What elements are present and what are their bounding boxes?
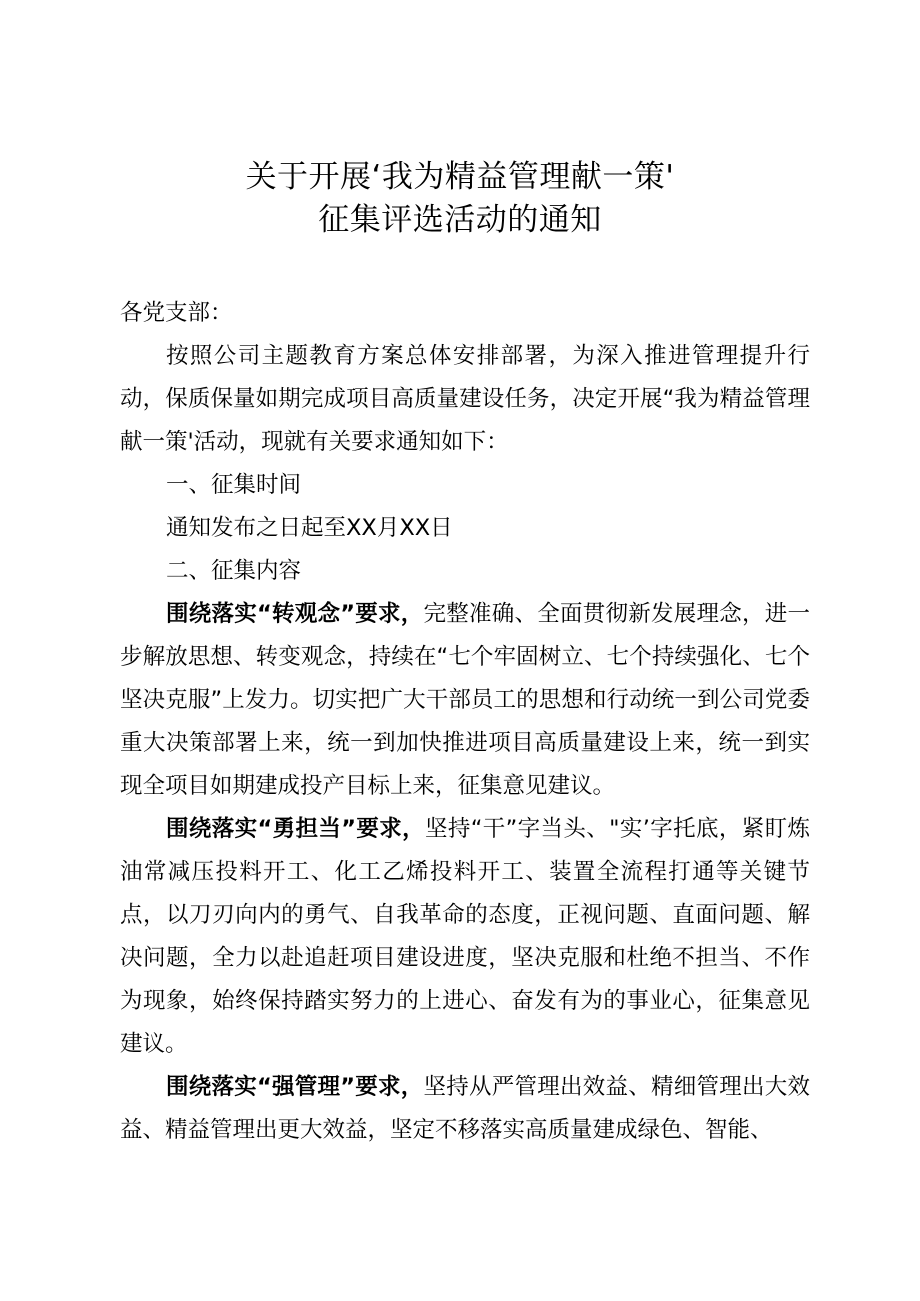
paragraph-text-change-concepts: 完整准确、全面贯彻新发展理念，进一步解放思想、转变观念，持续在“七个牢固树立、七个持续强化、七个坚决克服”上发力。切实把广大干部员工的思想和行动统一到公司党委重大决策部署上来，统一到加快推进项目高质量建设上来，统一到实现全项目如期建成投产目标上来，征集意见建议。 (120, 601, 810, 799)
document-body (120, 292, 810, 1152)
paragraph-text-strengthen-management: 坚持从严管理出效益、精细管理出大效益、精益管理出更大效益，坚定不移落实高质量建成绿色、智能、 (120, 1074, 810, 1143)
document-title-line-2: 征集评选活动的通知 (318, 202, 602, 238)
collection-period-text: 通知发布之日起至XX月XX日 (166, 515, 453, 541)
intro-paragraph: 按照公司主题教育方案总体安排部署，为深入推进管理提升行动，保质保量如期完成项目高质量建设任务，决定开展“我为精益管理献一策'活动，现就有关要求通知如下： (120, 343, 810, 455)
paragraph-change-concepts (120, 593, 810, 808)
salutation: 各党支部： (120, 300, 233, 326)
paragraph-lead-strengthen-management: 围绕落实“强管理”要求， (166, 1074, 424, 1100)
paragraph-text-take-responsibility: 坚持“干”字当头、"实’字托底，紧盯炼油常减压投料开工、化工乙烯投料开工、装置全流程打通等关键节点，以刀刃向内的勇气、自我革命的态度，正视问题、直面问题、解决问题，全力以赴追赶项目建设进度，坚决克服和杜绝不担当、不作为现象，始终保持踏实努力的上进心、奋发有为的事业心，征集意见建议。 (120, 816, 810, 1057)
paragraph-lead-change-concepts: 围绕落实“转观念”要求， (166, 601, 424, 627)
paragraph-take-responsibility (120, 808, 810, 1066)
section-heading-time: 一、征集时间 (166, 472, 302, 498)
section-heading-content: 二、征集内容 (166, 558, 302, 584)
paragraph-strengthen-management (120, 1066, 810, 1152)
paragraph-lead-take-responsibility: 围绕落实“勇担当”要求， (166, 816, 426, 842)
document-title-line-1: 关于开展‘我为精益管理献一策' (245, 159, 675, 195)
